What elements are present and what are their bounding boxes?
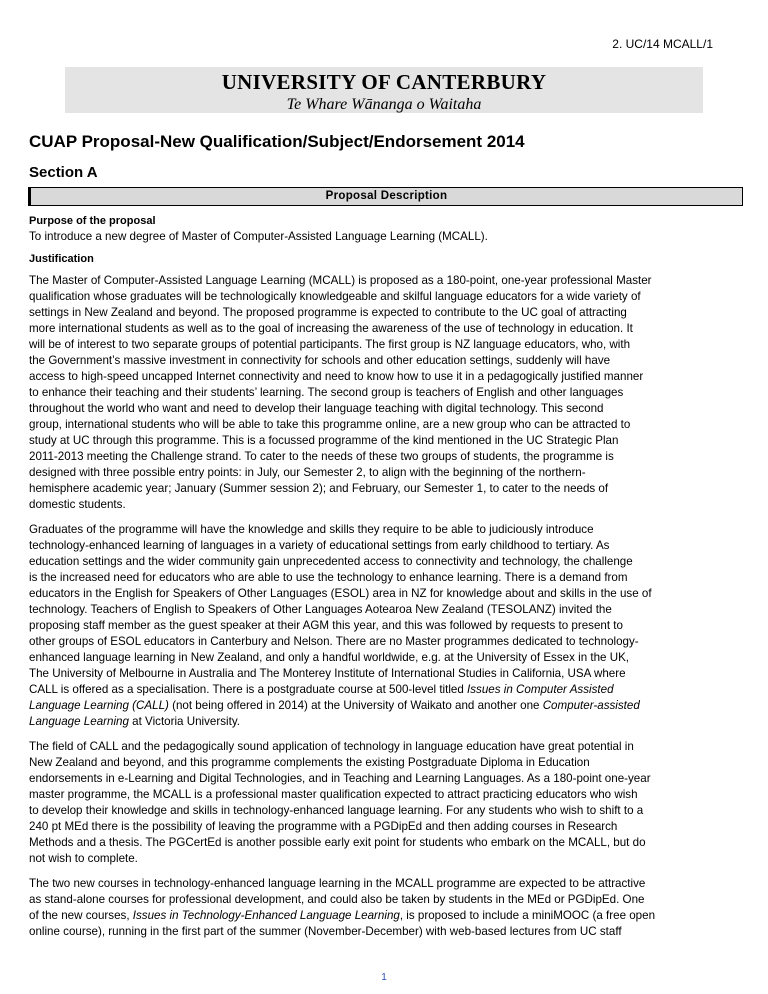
text-line: to enhance their teaching and their students’ learning. The second group is teachers of English and other languages bbox=[29, 386, 624, 399]
text-line: 240 pt MEd there is the possibility of leaving the programme with a PGDipEd and then adding courses in Research bbox=[29, 820, 618, 833]
document-body bbox=[29, 213, 741, 940]
text-line: access to high-speed uncapped Internet connectivity and need to know how to use it in a pedagogically justified manner bbox=[29, 370, 644, 383]
text-run: at Victoria University. bbox=[128, 715, 240, 728]
text-line: The field of CALL and the pedagogically sound application of technology in language education have great potential in bbox=[29, 740, 634, 753]
text-line: education settings and the wider community gain unprecedented access to connectivity and technology, the challenge bbox=[29, 555, 633, 568]
text-line: enhanced language learning in New Zealand, and only a handful worldwide, e.g. at the University of Essex in the UK, bbox=[29, 651, 630, 664]
text-run: CALL is offered as a specialisation. There is a postgraduate course at 500-level titled bbox=[29, 683, 468, 696]
document-reference: 2. UC/14 MCALL/1 bbox=[612, 37, 713, 51]
justification-heading: Justification bbox=[29, 253, 94, 265]
text-line: designed with three possible entry points: in July, our Semester 2, to align with the beginning of the northern- bbox=[29, 466, 586, 479]
text-line: 2011-2013 meeting the Challenge strand. To cater to the needs of these two groups of students, the programme is bbox=[29, 450, 614, 463]
justification-paragraph-1 bbox=[29, 273, 741, 513]
course-title-italic: Issues in Computer Assisted bbox=[467, 683, 614, 696]
text-line: throughout the world who want and need to develop their language teaching with digital technology. This second bbox=[29, 402, 604, 415]
text-line: is the increased need for educators who are able to use the technology to enhance learning. There is a demand from bbox=[29, 571, 628, 584]
text-line: The University of Melbourne in Australia and The Monterey Institute of International Studies in California, USA where bbox=[29, 667, 626, 680]
text-line: endorsements in e-Learning and Digital Technologies, and in Teaching and Learning Languages. As a 180-point one-year bbox=[29, 772, 651, 785]
text-run: of the new courses, bbox=[29, 909, 133, 922]
text-line: qualification whose graduates will be technologically knowledgeable and skilful language educators for a wide variety of bbox=[29, 290, 641, 303]
text-run: (not being offered in 2014) at the University of Waikato and another one bbox=[168, 699, 543, 712]
university-maori-name: Te Whare Wānanga o Waitaha bbox=[286, 96, 482, 113]
text-line: online course), running in the first part of the summer (November-December) with web-based lectures from UC staff bbox=[29, 925, 622, 938]
text-line: Methods and a thesis. The PGCertEd is another possible early exit point for students who embark on the MCALL, but do bbox=[29, 836, 646, 849]
text-line: to develop their knowledge and skills in technology-enhanced language learning. For any students who wish to shift to a bbox=[29, 804, 644, 817]
proposal-description-bar: Proposal Description bbox=[28, 187, 743, 206]
course-title-italic: Language Learning (CALL) bbox=[29, 699, 169, 712]
course-title-italic: Issues in Technology-Enhanced Language Learning bbox=[132, 909, 400, 922]
text-line: hemisphere academic year; January (Summer session 2); and February, our Semester 1, to cater to the needs of bbox=[29, 482, 609, 495]
text-line: proposing staff member as the guest speaker at their AGM this year, and this was followed by requests to present to bbox=[29, 619, 623, 632]
text-line: not wish to complete. bbox=[29, 852, 138, 865]
course-title-italic: Computer-assisted bbox=[542, 699, 640, 712]
justification-paragraph-2 bbox=[29, 522, 741, 730]
text-line: group, international students who will be able to take this programme online, are a new group who can be attracted to bbox=[29, 418, 631, 431]
text-line: will be of interest to two separate groups of potential participants. The first group is NZ language educators, who, with bbox=[29, 338, 631, 351]
justification-paragraph-4 bbox=[29, 876, 741, 940]
text-line: The two new courses in technology-enhanced language learning in the MCALL programme are expected to be attractive bbox=[29, 877, 646, 890]
text-line: New Zealand and beyond, and this programme complements the existing Postgraduate Diploma in Education bbox=[29, 756, 590, 769]
text-line: educators in the English for Speakers of Other Languages (ESOL) area in NZ for knowledge about and skills in the use of bbox=[29, 587, 652, 600]
text-line: The Master of Computer-Assisted Language Learning (MCALL) is proposed as a 180-point, one-year professional Master bbox=[29, 274, 652, 287]
text-line: domestic students. bbox=[29, 498, 126, 511]
text-line: as stand-alone courses for professional development, and could also be taken by students in the MEd or PGDipEd. One bbox=[29, 893, 645, 906]
proposal-title: CUAP Proposal-New Qualification/Subject/Endorsement 2014 bbox=[29, 132, 525, 151]
text-line: master programme, the MCALL is a professional master qualification expected to attract practicing educators who wish bbox=[29, 788, 638, 801]
university-name: UNIVERSITY OF CANTERBURY bbox=[221, 70, 547, 94]
text-line: more international students as well as to the goal of increasing the awareness of the use of technology in education. It bbox=[29, 322, 633, 335]
text-line: Graduates of the programme will have the knowledge and skills they require to be able to judiciously introduce bbox=[29, 523, 594, 536]
purpose-text: To introduce a new degree of Master of Computer-Assisted Language Learning (MCALL). bbox=[29, 230, 488, 243]
text-line: technology-enhanced learning of languages in a variety of educational settings from early childhood to tertiary. As bbox=[29, 539, 610, 552]
text-run: , is proposed to include a miniMOOC (a free open bbox=[399, 909, 656, 922]
section-heading: Section A bbox=[29, 164, 98, 181]
text-line: the Government’s massive investment in connectivity for schools and other education settings, suddenly will have bbox=[29, 354, 611, 367]
text-line: settings in New Zealand and beyond. The proposed programme is expected to contribute to the UC goal of attracting bbox=[29, 306, 627, 319]
university-banner bbox=[65, 67, 703, 113]
purpose-heading: Purpose of the proposal bbox=[29, 215, 156, 227]
page-number: 1 bbox=[381, 972, 387, 983]
course-title-italic: Language Learning bbox=[29, 715, 129, 728]
justification-paragraph-3 bbox=[29, 739, 741, 867]
text-line: other groups of ESOL educators in Canterbury and Nelson. There are no Master programmes dedicated to technology- bbox=[29, 635, 639, 648]
text-line: technology. Teachers of English to Speakers of Other Languages Aotearoa New Zealand (TESOLANZ) invited the bbox=[29, 603, 612, 616]
text-line: study at UC through this programme. This is a focussed programme of the kind mentioned in the UC Strategic Plan bbox=[29, 434, 619, 447]
